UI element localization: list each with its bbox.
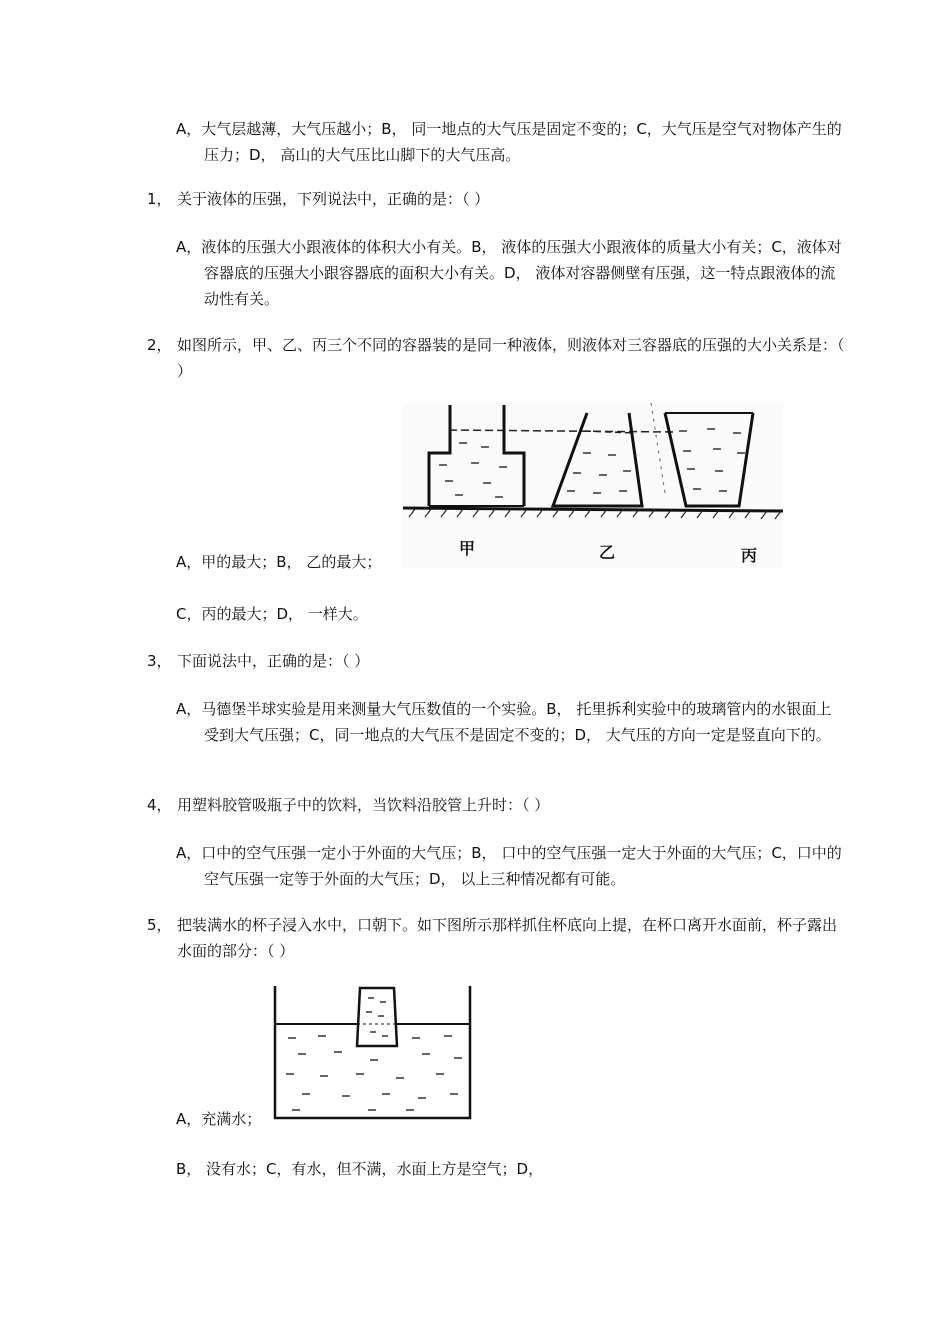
question-number: 4， xyxy=(147,796,172,814)
question-4 xyxy=(147,792,847,818)
cup-in-water-figure xyxy=(272,982,474,1125)
label-jia: 甲 xyxy=(459,539,476,558)
question-text: 下面说法中，正确的是：（ ） xyxy=(177,652,370,670)
question-text: 用塑料胶管吸瓶子中的饮料，当饮料沿胶管上升时：（ ） xyxy=(177,796,550,814)
question-5-options-line2: B， 没有水；C，有水，但不满，水面上方是空气；D， xyxy=(176,1160,544,1178)
question-2-options-line2: C，丙的最大；D， 一样大。 xyxy=(176,605,368,623)
question-text: 如图所示，甲、乙、丙三个不同的容器装的是同一种液体，则液体对三容器底的压强的大小关系是：（ ） xyxy=(177,336,845,380)
question-4-options: A，口中的空气压强一定小于外面的大气压；B， 口中的空气压强一定大于外面的大气压；C，口中的空气压强一定等于外面的大气压；D， 以上三种情况都有可能。 xyxy=(176,844,842,888)
question-text: 关于液体的压强，下列说法中，正确的是：（ ） xyxy=(177,190,490,208)
question-text: 把装满水的杯子浸入水中，口朝下。如下图所示那样抓住杯底向上提，在杯口离开水面前，杯子露出水面的部分：（ ） xyxy=(177,916,838,960)
question-2-options-line1: A，甲的最大；B， 乙的最大； xyxy=(176,553,382,571)
question-3 xyxy=(147,648,847,674)
inverted-cup xyxy=(357,988,397,1046)
question-5-options-line1: A，充满水； xyxy=(176,1110,262,1128)
question-number: 1， xyxy=(147,190,172,208)
question-3-options: A，马德堡半球实验是用来测量大气压数值的一个实验。B， 托里拆利实验中的玻璃管内的水银面上受到大气压强；C，同一地点的大气压不是固定不变的；D， 大气压的方向一定是竖直向下的。 xyxy=(176,700,832,744)
question-number: 2， xyxy=(147,336,172,354)
question-number: 5， xyxy=(147,916,172,934)
label-yi: 乙 xyxy=(599,543,616,562)
label-bing: 丙 xyxy=(741,546,758,565)
question-5 xyxy=(147,912,847,964)
question-1 xyxy=(147,186,847,212)
intro-options: A，大气层越薄，大气压越小；B， 同一地点的大气压是固定不变的；C，大气压是空气对物体产生的压力；D， 高山的大气压比山脚下的大气压高。 xyxy=(176,120,842,164)
question-1-options: A，液体的压强大小跟液体的体积大小有关。B， 液体的压强大小跟液体的质量大小有关；C，液体对容器底的压强大小跟容器底的面积大小有关。D， 液体对容器侧壁有压强，这一特点跟液体的流动性有关。 xyxy=(176,238,842,308)
containers-figure xyxy=(403,403,783,568)
question-number: 3， xyxy=(147,652,172,670)
question-2 xyxy=(147,332,847,384)
